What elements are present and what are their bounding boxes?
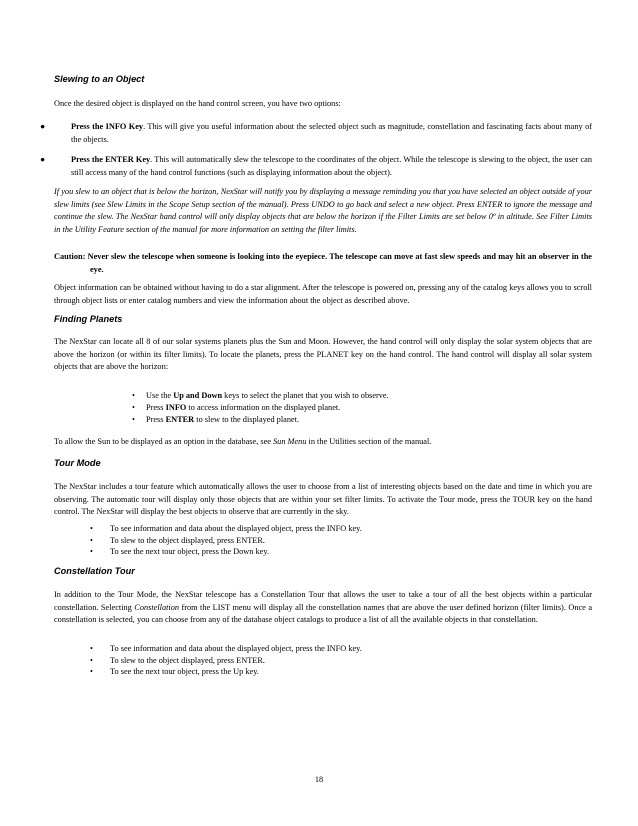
bullet-icon: ● [40,122,46,131]
list-item: • To see information and data about the displayed object, press the INFO key. [90,523,590,536]
constellation-body: In addition to the Tour Mode, the NexStar telescope has a Constellation Tour that allows the user to take a tour of all the best objects within a particular constellation. Selecting Constellation from the LIST menu will display all the constellation names that are above the user defined horizon (filter limits). Once a constellation is selected, you can choose from any of the database object catalogs to produce a list of all the available objects in that constellation. [54,590,593,624]
bullet-icon: • [132,391,135,400]
bullet-icon: • [90,524,93,533]
planets-body: The NexStar can locate all 8 of our solar systems planets plus the Sun and Moon. However, the hand control will only display the solar system objects that are above the horizon (or within its filter limits). To locate the planets, press the PLANET key on the hand control. The hand control will display all solar system objects that are above the horizon: [54,337,592,371]
slewing-intro: Once the desired object is displayed on the hand control screen, you have two options: [54,99,341,108]
bullet-icon: • [132,403,135,412]
list-item: • To see the next tour object, press the Up key. [90,666,590,679]
tour-body: The NexStar includes a tour feature which automatically allows the user to choose from a list of interesting objects based on the date and time in which you are observing. The automatic tour will display only those objects that are within your set filter limits. To activate the Tour mode, press the TOUR key on the hand control. The NexStar will display the best objects to observe that are currently in the sky. [54,482,592,516]
list-item: ● Press the ENTER Key. This will automatically slew the telescope to the coordinates of the object. While the telescope is slewing to the object, the user can still access many of the hand control functions (such as displaying information about the object). [40,155,592,177]
section-heading-slewing: Slewing to an Object [54,74,145,84]
section-heading-planets: Finding Planets [54,314,123,324]
caution-text: Caution: Never slew the telescope when someone is looking into the eyepiece. The telescope can move at fast slew speeds and may hit an observer in the eye. [54,252,592,274]
list-item: • To see the next tour object, press the Down key. [90,546,590,559]
bullet-icon: • [90,536,93,545]
bullet-icon: • [90,667,93,676]
list-item: • Use the Up and Down keys to select the planet that you wish to observe. [132,390,592,403]
list-item: • To slew to the object displayed, press ENTER. [90,535,590,548]
list-item: • To see information and data about the displayed object, press the INFO key. [90,643,590,656]
object-info-paragraph: Object information can be obtained without having to do a star alignment. After the telescope is powered on, pressing any of the catalog keys allows you to scroll through object lists or enter catalog numbers and view the information about the object as described above. [54,283,592,305]
section-heading-constellation: Constellation Tour [54,566,135,576]
bullet-icon: ● [40,155,46,164]
bullet-icon: • [90,656,93,665]
bullet-icon: • [132,415,135,424]
list-item: ● Press the INFO Key. This will give you useful information about the selected object such as magnitude, constellation and fascinating facts about many of the objects. [40,122,592,144]
bullet-icon: • [90,547,93,556]
horizon-note: If you slew to an object that is below the horizon, NexStar will notify you by displaying a message reminding you that you have selected an object outside of your slew limits (see Slew Limits in the Scope Setup section of the manual). Press UNDO to go back and select a new object. Press ENTER to ignore the message and continue the slew. The NexStar hand control will only display objects that are below the horizon if the Filter Limits are set below 0º in altitude. See Filter Limits in the Utility Feature section of the manual for more information on setting the filter limits. [54,187,592,234]
sun-note: To allow the Sun to be displayed as an option in the database, see Sun Menu in the Utilities section of the manual. [54,437,432,446]
list-item: • Press INFO to access information on the displayed planet. [132,402,592,415]
page-number: 18 [314,775,324,784]
bullet-icon: • [90,644,93,653]
section-heading-tour: Tour Mode [54,458,101,468]
list-item: • To slew to the object displayed, press ENTER. [90,655,590,668]
list-item: • Press ENTER to slew to the displayed planet. [132,414,592,427]
